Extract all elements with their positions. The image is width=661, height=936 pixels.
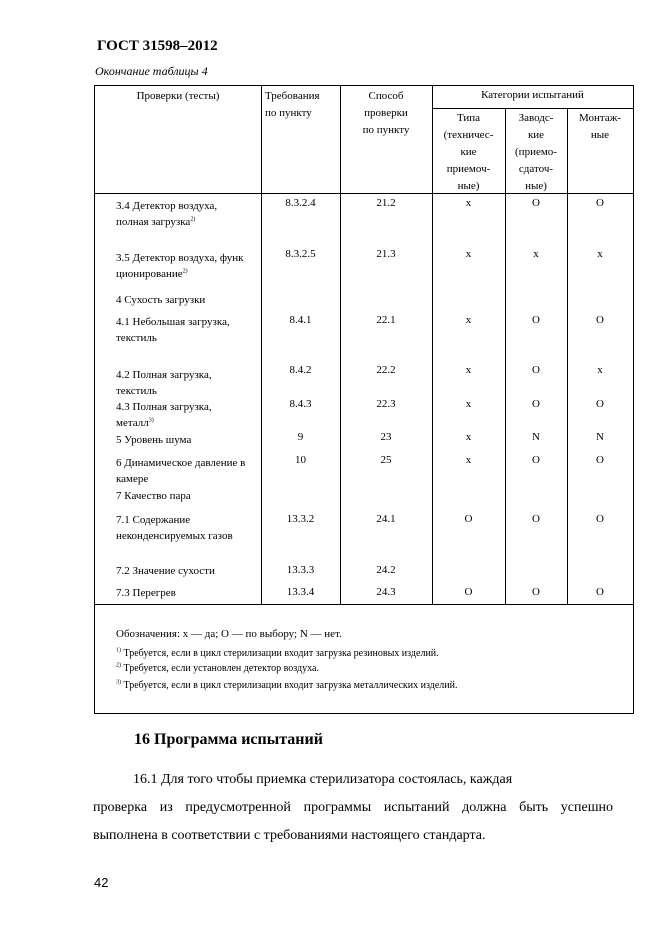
cell-type: x [465, 364, 472, 376]
cell-method: 24.2 [376, 564, 396, 576]
cell-factory: O [532, 454, 540, 466]
cell-factory: O [532, 586, 540, 598]
cell-req: 9 [297, 431, 304, 443]
cell-factory: O [532, 364, 540, 376]
cell-req: 8.3.2.4 [285, 197, 316, 209]
page-number: 42 [94, 875, 109, 890]
header-categories: Категории испытаний [481, 89, 584, 101]
table-row: 7 Качество пара [116, 490, 191, 502]
table-row: 3.5 Детектор воздуха, функ ционирование$^{2)}$ [116, 252, 244, 280]
cell-install: O [596, 197, 604, 209]
table-row: 5 Уровень шума [116, 434, 192, 446]
table-row: 7.2 Значение сухости [116, 565, 215, 577]
footnote-2: $^{2)}$ Требуется, если установлен детектор воздуха. [116, 662, 319, 674]
header-type: Типа (техничес- кие приемоч- ные) [443, 112, 494, 192]
table-row: 7.1 Содержание неконденсируемых газов [116, 514, 233, 542]
table-legend: Обозначения: x — да; O — по выбору; N — нет. [116, 628, 342, 640]
cell-req: 13.3.3 [286, 564, 315, 576]
cell-factory: O [532, 513, 540, 525]
cell-type: x [465, 431, 472, 443]
cell-factory: N [532, 431, 540, 443]
cell-method: 24.1 [376, 513, 396, 525]
cell-method: 21.3 [376, 248, 396, 260]
cell-install: N [596, 431, 604, 443]
header-installation: Монтаж- ные [579, 112, 621, 141]
paragraph-line: проверка из предусмотренной программы испытаний должна быть успешно [93, 800, 613, 815]
cell-req: 8.3.2.5 [285, 248, 316, 260]
header-requirements: Требования по пункту [265, 90, 320, 119]
table-row: 7.3 Перегрев [116, 587, 176, 599]
section-heading: 16 Программа испытаний [134, 731, 323, 748]
cell-factory: x [533, 248, 539, 260]
cell-type: O [464, 513, 473, 525]
cell-install: O [596, 454, 604, 466]
cell-install: x [597, 248, 603, 260]
cell-req: 10 [295, 454, 306, 466]
header-checks: Проверки (тесты) [136, 90, 220, 102]
cell-factory: O [532, 197, 540, 209]
cell-method: 24.3 [376, 586, 396, 598]
cell-type: x [465, 454, 472, 466]
table-row: 6 Динамическое давление в камере [116, 457, 246, 485]
table-row: 4 Сухость загрузки [116, 294, 206, 306]
cell-req: 8.4.3 [289, 398, 312, 410]
footnote-1: $^{1)}$ Требуется, если в цикл стерилизации входит загрузка резиновых изделий. [116, 647, 439, 659]
cell-factory: O [532, 314, 540, 326]
cell-factory: O [532, 398, 540, 410]
cell-req: 8.4.1 [289, 314, 312, 326]
cell-type: x [465, 314, 472, 326]
document-title: ГОСТ 31598–2012 [97, 38, 218, 54]
cell-method: 25 [380, 454, 392, 466]
table-row: 4.2 Полная загрузка, текстиль [116, 369, 212, 397]
cell-req: 8.4.2 [289, 364, 312, 376]
table-4 [94, 85, 634, 714]
cell-type: x [465, 248, 472, 260]
cell-method: 23 [380, 431, 392, 443]
header-factory: Заводс- кие (приемо- сдаточ- ные) [515, 112, 557, 192]
cell-install: O [596, 398, 604, 410]
table-row: 3.4 Детектор воздуха, полная загрузка$^{2)}$ [116, 200, 218, 228]
table-row: 4.1 Небольшая загрузка, текстиль [116, 316, 230, 344]
cell-method: 22.3 [376, 398, 396, 410]
header-method: Способ проверки по пункту [362, 90, 410, 136]
cell-install: O [596, 586, 604, 598]
cell-install: O [596, 314, 604, 326]
cell-method: 22.2 [376, 364, 396, 376]
cell-install: x [597, 364, 603, 376]
paragraph-line: 16.1 Для того чтобы приемка стерилизатора состоялась, каждая [133, 772, 513, 787]
cell-type: O [464, 586, 473, 598]
table-row: 4.3 Полная загрузка, металл$^{3)}$ [116, 401, 212, 429]
cell-type: x [465, 197, 472, 209]
cell-install: O [596, 513, 604, 525]
cell-type: x [465, 398, 472, 410]
cell-method: 22.1 [376, 314, 396, 326]
footnote-3: $^{3)}$ Требуется, если в цикл стерилизации входит загрузка металлических изделий. [116, 679, 458, 691]
paragraph-line: выполнена в соответствии с требованиями настоящего стандарта. [93, 828, 486, 843]
cell-req: 13.3.4 [286, 586, 315, 598]
cell-method: 21.2 [376, 197, 396, 209]
table-caption: Окончание таблицы 4 [95, 64, 208, 78]
cell-req: 13.3.2 [286, 513, 315, 525]
